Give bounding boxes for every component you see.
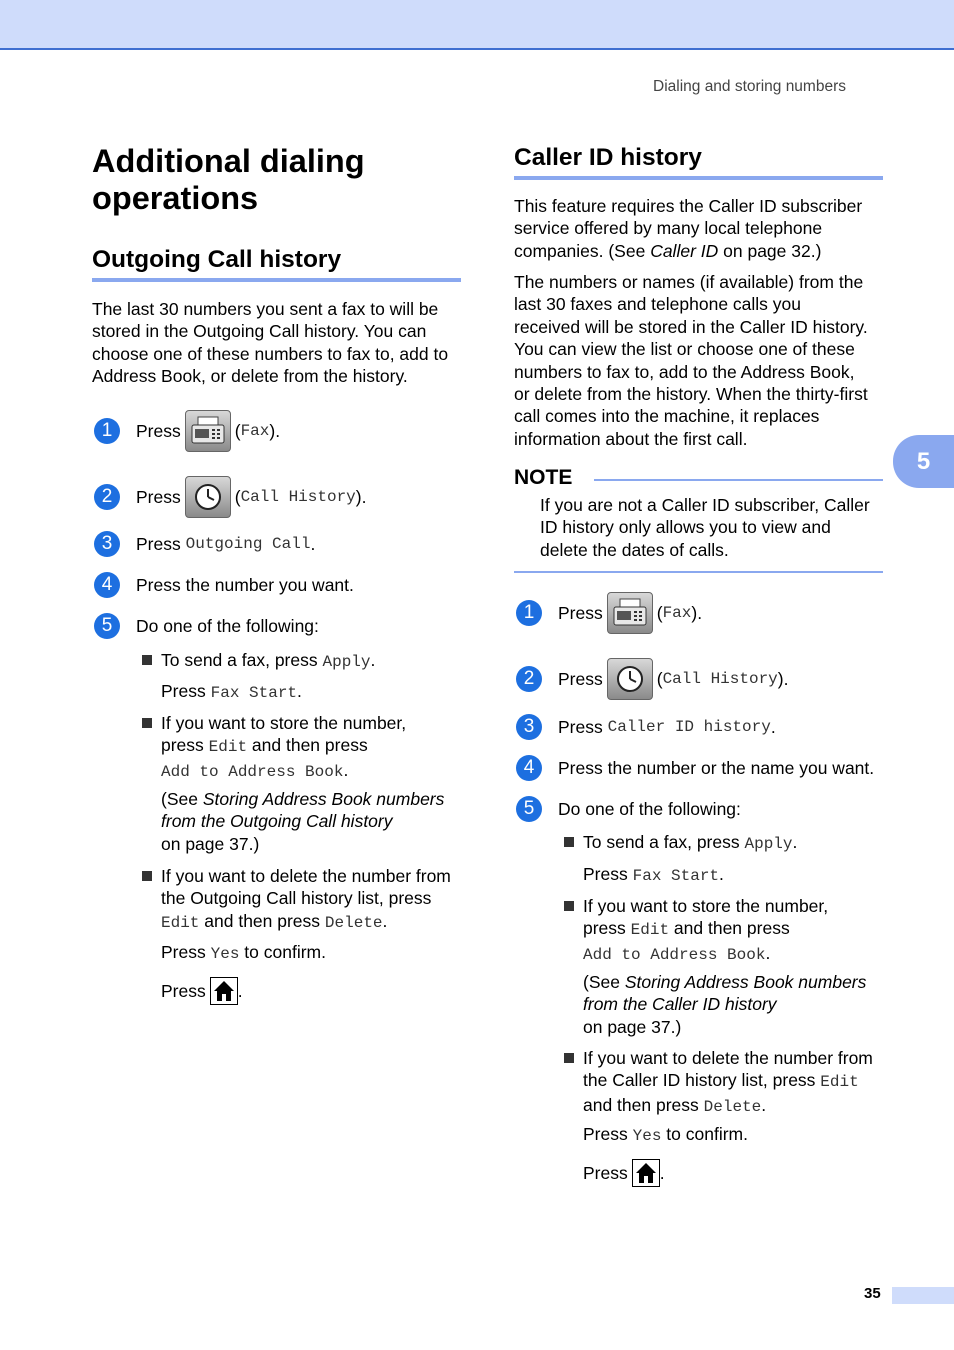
page-title: Additional dialing operations: [92, 143, 365, 216]
right-step-3: 3 Press Caller ID history .: [516, 714, 776, 740]
right-press-home: Press .: [583, 1159, 665, 1187]
section-heading-caller-id: Caller ID history: [514, 144, 883, 180]
outgoing-intro: The last 30 numbers you sent a fax to will be stored in the Outgoing Call history. You can choose one of these numbers to fax to, add to Address Book, or delete from the history.: [92, 299, 449, 387]
right-step-2: 2 Press ( Call History ).: [516, 658, 788, 700]
note-title: NOTE: [514, 466, 573, 489]
bullet-store-number: If you want to store the number, press Edit and then press Add to Address Book.: [161, 712, 461, 783]
right-bullet-store-number: If you want to store the number, press Edit and then press Add to Address Book.: [583, 895, 883, 966]
fax-machine-icon[interactable]: [607, 592, 653, 634]
home-icon[interactable]: [210, 977, 238, 1005]
clock-history-icon[interactable]: [185, 476, 231, 518]
step-2: 2 Press ( Call History ).: [94, 476, 366, 518]
right-press-yes: Press Yes to confirm.: [583, 1124, 748, 1145]
bullet-send-fax: To send a fax, press Apply.: [161, 649, 375, 673]
chapter-tab: 5: [893, 435, 954, 488]
page-number: 35: [864, 1285, 881, 1302]
press-home: Press .: [161, 977, 243, 1005]
fax-machine-icon[interactable]: [185, 410, 231, 452]
page-number-bar: [892, 1287, 954, 1304]
right-see-reference: (See Storing Address Book numbers from the Caller ID history on page 37.): [583, 972, 867, 1037]
running-head: Dialing and storing numbers: [653, 78, 846, 95]
right-step-1: 1 Press ( Fax ).: [516, 592, 702, 634]
press-fax-start: Press Fax Start.: [161, 681, 302, 702]
bullet-delete-number: If you want to delete the number from the Outgoing Call history list, press Edit and then press Delete.: [161, 865, 461, 934]
note-text: If you are not a Caller ID subscriber, Caller ID history only allows you to view and delete the dates of calls.: [540, 495, 870, 560]
step-4: 4 Press the number you want.: [94, 572, 354, 598]
step-1: 1 Press ( Fax ).: [94, 410, 280, 452]
caller-id-intro: This feature requires the Caller ID subscriber service offered by many local telephone companies. (See Caller ID on page 32.): [514, 196, 863, 261]
note-bottom-rule: [514, 571, 883, 573]
see-reference: (See Storing Address Book numbers from the Outgoing Call history on page 37.): [161, 789, 445, 854]
press-yes: Press Yes to confirm.: [161, 942, 326, 963]
home-icon[interactable]: [632, 1159, 660, 1187]
top-band: [0, 0, 954, 50]
section-heading-outgoing: Outgoing Call history: [92, 246, 461, 282]
right-bullet-send-fax: To send a fax, press Apply.: [583, 831, 797, 855]
right-step-4: 4 Press the number or the name you want.: [516, 755, 874, 781]
caller-id-description: The numbers or names (if available) from the last 30 faxes and telephone calls you received will be stored in the Caller ID history. You can view the list or choose one of these numbers to fax to, add to the Address Book, or delete from the history. When the thirty-first call comes into the machine, it replaces information about the first call.: [514, 272, 868, 449]
note-rule: [594, 479, 883, 481]
right-step-5: 5 Do one of the following:: [516, 796, 741, 822]
right-bullet-delete-number: If you want to delete the number from the Caller ID history list, press Edit and then press Delete.: [583, 1047, 883, 1118]
clock-history-icon[interactable]: [607, 658, 653, 700]
right-press-fax-start: Press Fax Start.: [583, 864, 724, 885]
step-5: 5 Do one of the following:: [94, 613, 319, 639]
step-3: 3 Press Outgoing Call .: [94, 531, 315, 557]
